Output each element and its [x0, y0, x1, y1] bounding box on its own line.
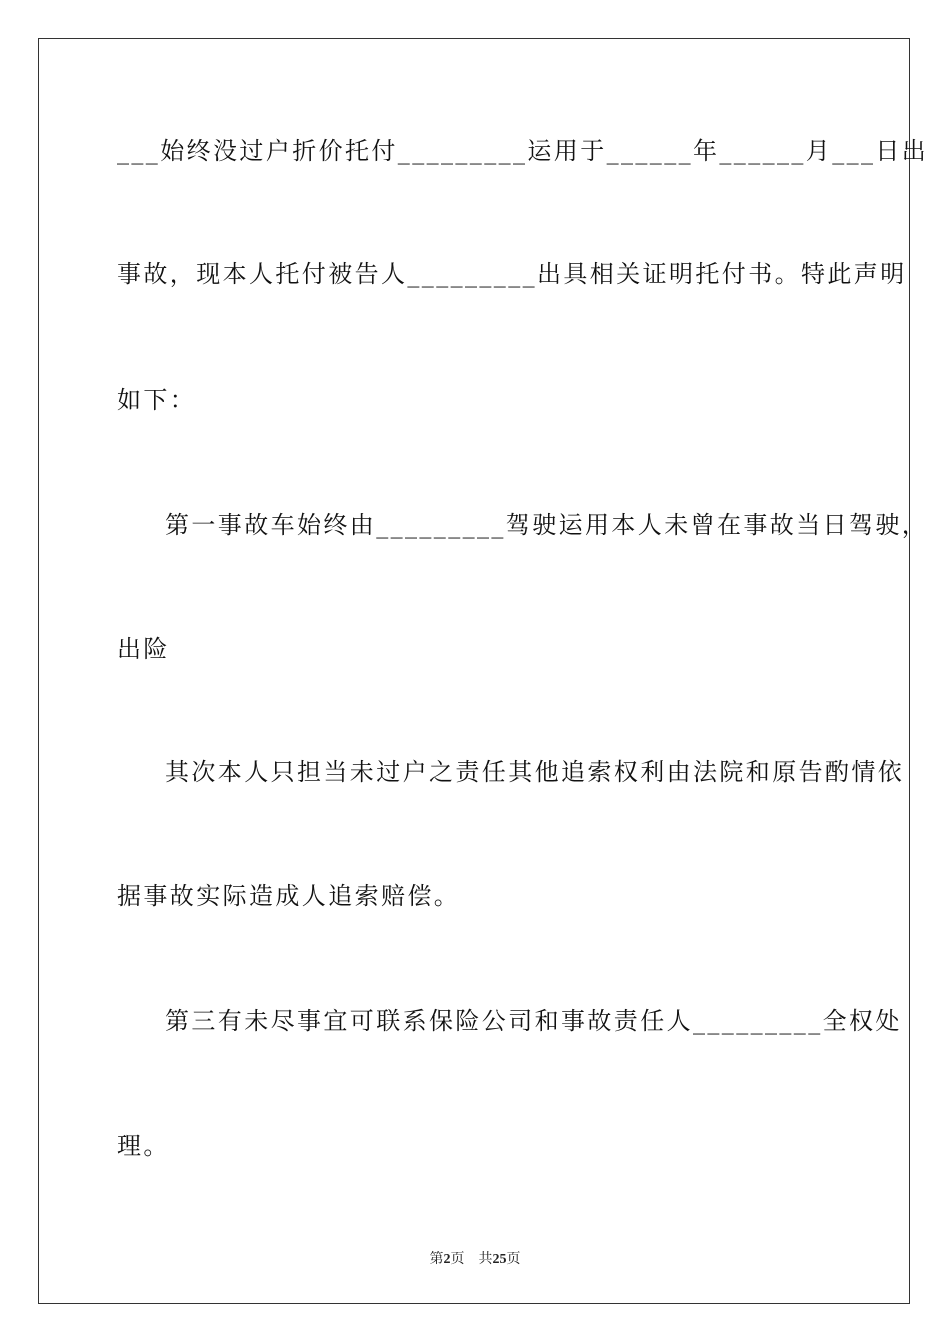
- text-line-3: 如下：: [117, 386, 197, 414]
- total-prefix: 共: [478, 1252, 493, 1267]
- page-footer: [0, 1248, 950, 1268]
- paragraph-first-line-2: 出险: [117, 635, 170, 663]
- total-suffix: 页: [506, 1252, 521, 1267]
- page-border: [38, 38, 929, 1304]
- page-number: 2: [443, 1252, 451, 1267]
- paragraph-first-line-1: 第一事故车始终由_________驾驶运用本人未曾在事故当日驾驶，: [165, 511, 929, 539]
- page-prefix: 第: [429, 1252, 444, 1267]
- paragraph-third-line-1: 第三有未尽事宜可联系保险公司和事故责任人_________全权处: [165, 1007, 902, 1035]
- text-line-2: 事故，现本人托付被告人_________出具相关证明托付书。特此声明: [117, 260, 907, 288]
- paragraph-second-line-2: 据事故实际造成人追索赔偿。: [117, 882, 461, 910]
- total-pages: 25: [492, 1252, 507, 1267]
- paragraph-second-line-1: 其次本人只担当未过户之责任其他追索权利由法院和原告酌情依: [165, 758, 905, 786]
- text-line-1: ___始终没过户折价托付_________运用于______年______月___日出: [117, 137, 929, 165]
- paragraph-third-line-2: 理。: [117, 1132, 170, 1160]
- page-suffix: 页: [450, 1252, 465, 1267]
